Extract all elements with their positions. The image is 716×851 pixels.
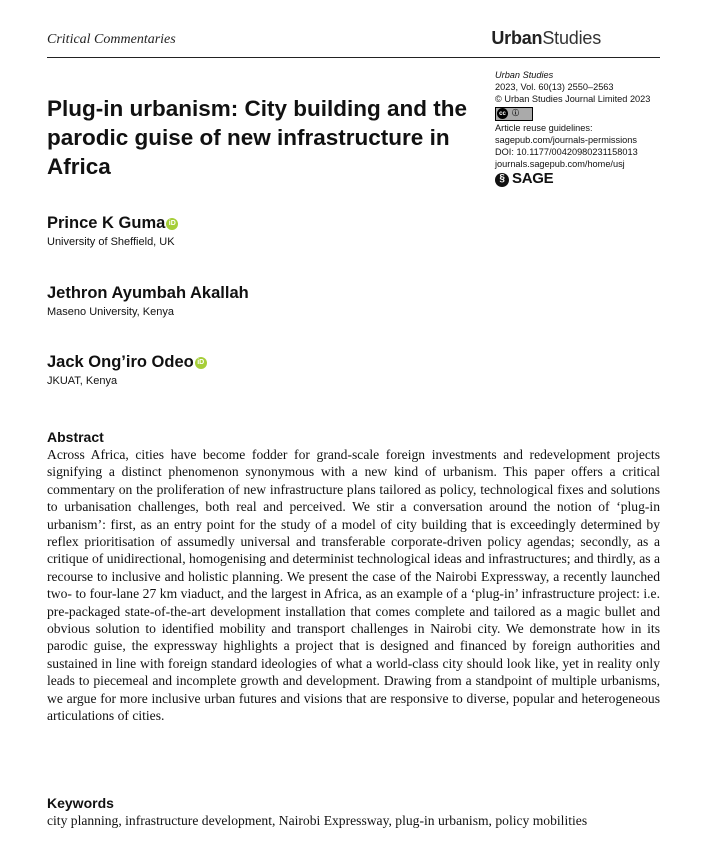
- abstract-text: Across Africa, cities have become fodder for grand-scale foreign investments and redevelopment projects signifying a distinct phenomenon synonymous with a new kind of urbanism. This paper offers a critical commentary on the proliferation of new infrastructure plans tailored as policy, technological fixes and solutions to urbanisation challenges, both real and perceived. We stir a conversation around the notion of ‘plug-in urbanism’: first, as an entry point for the study of a model of city building that is exceedingly determined by reflex prioritisation of assumedly universal and transferable corporate-driven policy agendas; secondly, as a critique of unidirectional, homogenising and determinist technological ideas and infrastructures; and thirdly, as a recourse to inclusive and holistic planning. We present the case of the Nairobi Expressway, a recently launched two- to four-lane 27 km viaduct, and the largest in Africa, as an example of a ‘plug-in’ infrastructure project: i.e. pre-packaged state-of-the-art development installation that comes complete and tailored as a magic bullet and obvious solution to identified mobility and transport challenges in Nairobi city. We demonstrate how in its parodic guise, the expressway highlights a project that is designed and financed by foreign authorities and sustained in line with foreign standard ideologies of what a world-class city should look like, yet in reality only leads to piecemeal and incomplete growth and development. Drawing from a standpoint of multiple urbanisms, we argue for more inclusive urban futures and visions that are responsive to diverse, popular and heterogeneous articulations of cities.: [47, 447, 660, 724]
- author-name: [47, 353, 207, 372]
- volume-info: 2023, Vol. 60(13) 2550–2563: [495, 82, 614, 93]
- reuse-label: Article reuse guidelines:: [495, 122, 593, 133]
- doi[interactable]: DOI: 10.1177/00420980231158013: [495, 147, 638, 158]
- article-title: Plug-in urbanism: City building and the parodic guise of new infrastructure in Africa: [47, 96, 467, 179]
- author-affiliation: University of Sheffield, UK: [47, 236, 175, 248]
- publisher-logo: [495, 170, 705, 188]
- article-metadata: [495, 69, 705, 187]
- publisher-name: SAGE: [512, 170, 554, 188]
- author-block: [47, 353, 207, 387]
- journal-brand: [491, 28, 601, 49]
- header-divider: [47, 57, 660, 58]
- author-block: [47, 214, 178, 248]
- author-name: [47, 214, 178, 233]
- by-icon: ⓘ: [512, 109, 519, 117]
- author-affiliation: Maseno University, Kenya: [47, 306, 174, 318]
- cc-license-icon[interactable]: [495, 107, 533, 121]
- journal-name: Urban Studies: [495, 70, 554, 80]
- keywords-text: city planning, infrastructure development, Nairobi Expressway, plug-in urbanism, policy mobilities: [47, 813, 588, 828]
- cc-icon: cc: [497, 108, 508, 119]
- section-label: Critical Commentaries: [47, 32, 176, 47]
- orcid-icon[interactable]: iD: [166, 218, 178, 230]
- author-name-text: Jack Ong’iro Odeo: [47, 353, 194, 371]
- author-affiliation: JKUAT, Kenya: [47, 375, 118, 387]
- abstract-section: [47, 429, 660, 725]
- author-name-text: Jethron Ayumbah Akallah: [47, 284, 249, 302]
- author-name-text: Prince K Guma: [47, 214, 166, 232]
- journal-brand-rest: Studies: [542, 28, 601, 48]
- abstract-heading: Abstract: [47, 429, 104, 445]
- author-block: [47, 284, 249, 318]
- journal-link[interactable]: journals.sagepub.com/home/usj: [495, 159, 625, 170]
- keywords-section: [47, 795, 687, 829]
- author-name: [47, 284, 249, 303]
- journal-brand-bold: Urban: [491, 28, 543, 48]
- sage-icon: §: [495, 173, 509, 187]
- copyright-line: © Urban Studies Journal Limited 2023: [495, 94, 651, 105]
- orcid-icon[interactable]: iD: [195, 357, 207, 369]
- keywords-heading: Keywords: [47, 795, 114, 811]
- reuse-link[interactable]: sagepub.com/journals-permissions: [495, 134, 637, 145]
